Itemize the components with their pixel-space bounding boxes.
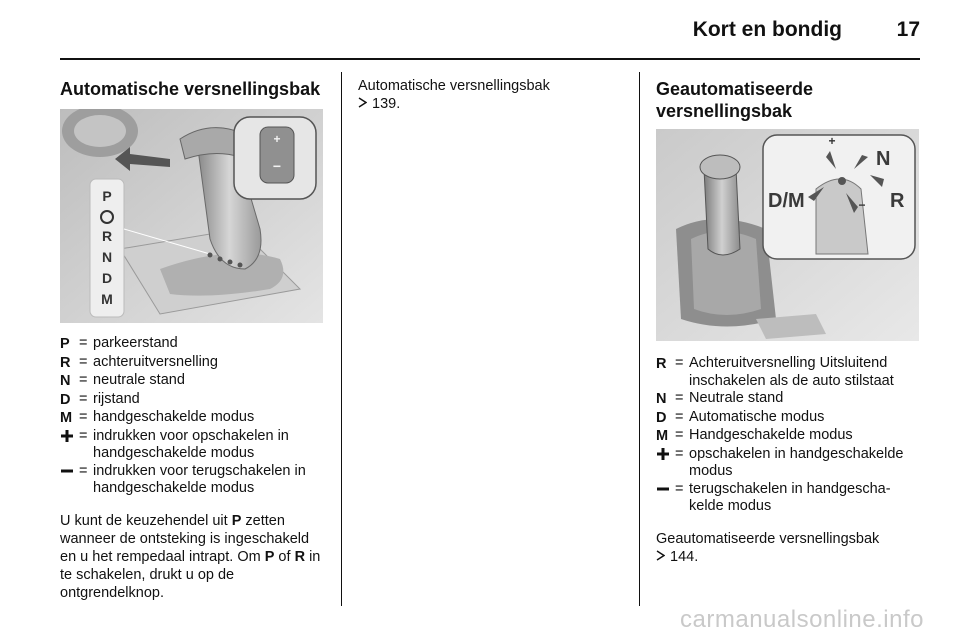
- legend-row: = terugschakelen in handgeschakelde modus: [656, 481, 920, 516]
- minus-icon: [60, 463, 79, 498]
- legend-row: R = achteruitversnelling: [60, 354, 325, 373]
- gate-letter-r: R: [101, 228, 113, 244]
- cross-reference[interactable]: [656, 548, 920, 566]
- legend-key: M: [656, 428, 669, 444]
- legend-text: terugschakelen in handgeschakelde modus: [689, 480, 891, 514]
- legend-row: = opschakelen in handgeschakelde modus: [656, 446, 920, 481]
- svg-text:−: −: [272, 158, 282, 174]
- legend-row: N = neutrale stand: [60, 372, 325, 391]
- legend-row: = indrukken voor terugschakelen in handgeschakelde modus: [60, 463, 325, 498]
- body-paragraph: U kunt de keuzehendel uit P zetten wanneer de ontsteking is ingeschakeld en u het rempedaal intrapt. Om P of R in te schakelen, drukt u op de ontgrendelknop.: [60, 512, 321, 601]
- legend-text: achteruitversnelling: [93, 353, 218, 370]
- legend-text: rijstand: [93, 390, 140, 407]
- right-column: [656, 74, 920, 566]
- gate-letter-p: P: [102, 188, 112, 204]
- legend-row: R = Achteruitversnelling Uitsluitend inschakelen als de auto stilstaat: [656, 355, 920, 390]
- svg-text:+: +: [828, 134, 836, 148]
- legend-row: D = Automatische modus: [656, 409, 920, 428]
- gearbox-figure: [656, 129, 919, 341]
- legend-text: indrukken voor terugschakelen in handgeschakelde modus: [93, 462, 306, 496]
- legend-row: P = parkeerstand: [60, 335, 325, 354]
- legend-text: Neutrale stand: [689, 390, 784, 406]
- legend-key: R: [60, 354, 71, 371]
- legend-row: M = handgeschakelde modus: [60, 409, 325, 428]
- section-heading: Automatische versnellingsbak: [60, 79, 321, 99]
- legend-key: M: [60, 410, 73, 426]
- gate-letter-m: M: [101, 291, 113, 307]
- legend-text: Handgeschakelde modus: [689, 427, 853, 443]
- legend-row: = indrukken voor opschakelen in handgeschakelde modus: [60, 428, 325, 463]
- minus-icon: [656, 481, 675, 516]
- page-ref-number: 144.: [670, 548, 699, 565]
- legend-key: N: [656, 391, 667, 407]
- legend-row: D = rijstand: [60, 391, 325, 410]
- cross-reference-text: Geautomatiseerde versnellingsbak: [656, 530, 880, 547]
- cross-reference[interactable]: [358, 95, 623, 113]
- section-heading: Geautomatiseerde versnellingsbak: [656, 79, 814, 121]
- cross-reference-text: Automatische versnellingsbak: [358, 78, 550, 94]
- right-legend: [656, 355, 920, 516]
- svg-text:+: +: [273, 132, 281, 146]
- watermark: carmanualsonline.info: [680, 606, 924, 633]
- legend-text: opschakelen in handgeschakelde modus: [689, 445, 904, 479]
- page-ref-number: 139.: [372, 96, 401, 112]
- legend-text: indrukken voor opschakelen in handgeschakelde modus: [93, 427, 289, 461]
- page-ref-icon: [358, 95, 368, 113]
- middle-column: [358, 77, 623, 113]
- legend-key: D: [656, 409, 667, 426]
- header-rule: [60, 58, 920, 60]
- figure-label-n: N: [876, 148, 891, 170]
- legend-text: neutrale stand: [93, 372, 185, 388]
- left-legend: [60, 335, 325, 498]
- header-title: Kort en bondig: [692, 18, 842, 41]
- legend-row: N = Neutrale stand: [656, 390, 920, 409]
- gate-letter-d: D: [101, 270, 113, 286]
- column-divider-left: [341, 72, 342, 606]
- figure-label-dm: D/M: [768, 190, 805, 212]
- column-divider-right: [639, 72, 640, 606]
- plus-icon: [60, 428, 79, 463]
- gate-letter-n: N: [101, 249, 113, 265]
- plus-icon: [656, 446, 675, 481]
- figure-label-r: R: [890, 190, 905, 212]
- svg-text:−: −: [858, 198, 866, 212]
- legend-text: parkeerstand: [93, 335, 178, 351]
- gear-selector-illustration: [60, 109, 323, 323]
- gearbox-illustration: [656, 129, 919, 341]
- legend-key: N: [60, 373, 71, 389]
- legend-text: handgeschakelde modus: [93, 409, 255, 425]
- legend-row: M = Handgeschakelde modus: [656, 427, 920, 446]
- page-ref-icon: [656, 548, 666, 566]
- legend-key: D: [60, 391, 71, 408]
- gear-selector-figure: [60, 109, 323, 323]
- legend-text: Achteruitversnelling Uitsluitend inschakelen als de auto stilstaat: [689, 355, 894, 389]
- right-cross-reference-block: [656, 530, 920, 566]
- legend-text: Automatische modus: [689, 408, 825, 425]
- legend-key: P: [60, 336, 70, 352]
- page-number: 17: [896, 18, 920, 41]
- legend-key: R: [656, 356, 667, 372]
- left-column: [60, 74, 325, 602]
